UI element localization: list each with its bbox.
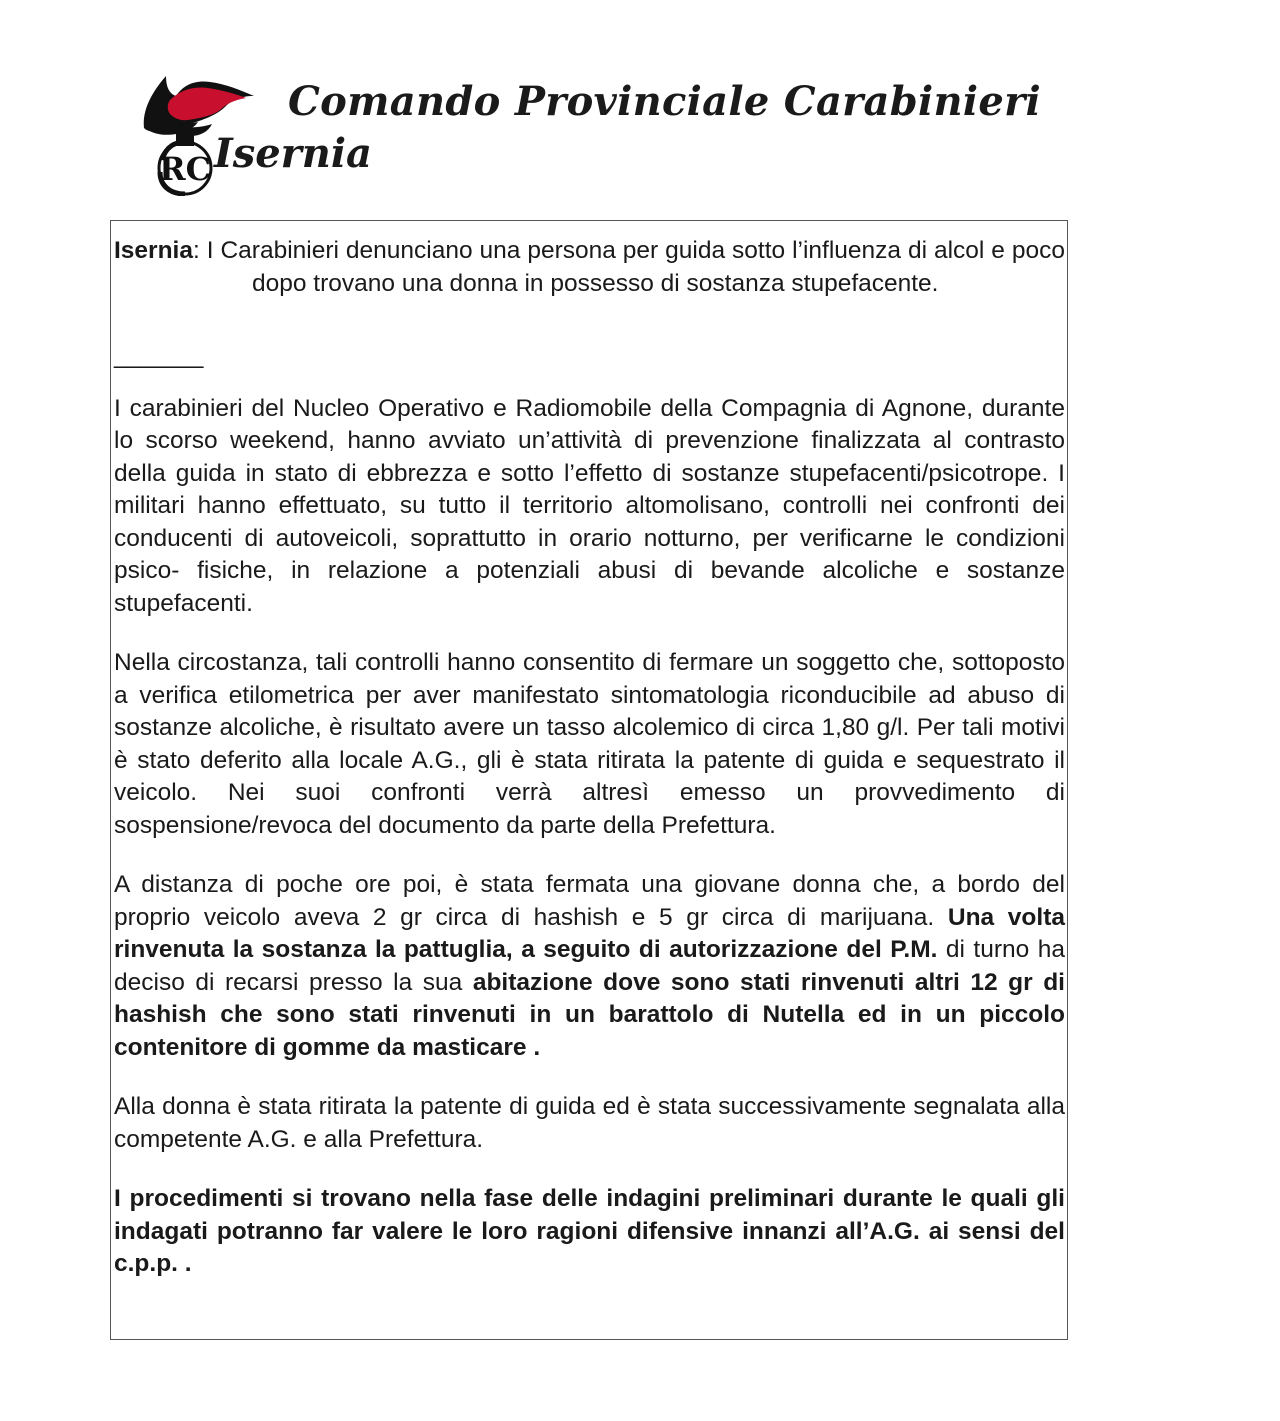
paragraph-woman-drugs — [114, 869, 1065, 1064]
headline-place: Isernia — [114, 237, 193, 264]
press-release-box — [110, 220, 1068, 1340]
headline — [114, 235, 1065, 300]
headline-text: : I Carabinieri denunciano una persona per guida sotto l’influenza di alcol e poco dopo trovano una donna in possesso di sostanza stupefacente. — [193, 237, 1065, 297]
paragraph-drunk-driver: Nella circostanza, tali controlli hanno consentito di fermare un soggetto che, sottoposto a verifica etilometrica per aver manifestato sintomatologia riconducibile ad abuso di sostanze alcoliche, è risultato avere un tasso alcolemico di circa 1,80 g/l. Per tali motivi è stato deferito alla locale A.G., gli è stata ritirata la patente di guida e sequestrato il veicolo. Nei suoi confronti verrà altresì emesso un provvedimento di sospensione/revoca del documento da parte della Prefettura. — [114, 649, 1065, 839]
paragraph-woman-drugs-part-c: di turno ha deciso di recarsi presso la sua — [114, 936, 1065, 996]
paragraph-license-withdrawn: Alla donna è stata ritirata la patente di guida ed è stata successivamente segnalata alla competente A.G. e alla Prefettura. — [114, 1093, 1065, 1153]
letterhead — [140, 70, 1100, 200]
paragraph-woman-drugs-part-d: abitazione dove sono stati rinvenuti altri 12 gr di hashish che sono stati rinvenuti in un barattolo di Nutella ed in un piccolo contenitore di gomme da masticare . — [114, 968, 1065, 1061]
separator-text: _______ — [114, 342, 203, 369]
paragraph-woman-drugs-part-a: A distanza di poche ore poi, è stata fermata una giovane donna che, a bordo del proprio veicolo aveva 2 gr circa di hashish e 5 gr circa di marijuana. — [114, 871, 1065, 931]
header-subtitle: Isernia — [214, 130, 372, 177]
header-title: Comando Provinciale Carabinieri — [288, 78, 1042, 125]
svg-text:RC: RC — [158, 150, 212, 188]
paragraph-legal-notice: I procedimenti si trovano nella fase delle indagini preliminari durante le quali gli indagati potranno far valere le loro ragioni difensive innanzi all’A.G. ai sensi del c.p.p. . — [114, 1185, 1065, 1277]
paragraph-controls: I carabinieri del Nucleo Operativo e Radiomobile della Compagnia di Agnone, durante lo scorso weekend, hanno avviato un’attività di prevenzione finalizzata al contrasto della guida in stato di ebbrezza e sotto l’effetto di sostanze stupefacenti/psicotrope. I militari hanno effettuato, su tutto il territorio altomolisano, controlli nei confronti dei conducenti di autoveicoli, soprattutto in orario notturno, per verificarne le condizioni psico- fisiche, in relazione a potenziali abusi di bevande alcoliche e sostanze stupefacenti. — [114, 394, 1065, 617]
separator-line — [114, 340, 1065, 373]
paragraph-woman-drugs-part-b: Una volta rinvenuta la sostanza la pattuglia, a seguito di autorizzazione del P.M. — [114, 903, 1065, 963]
